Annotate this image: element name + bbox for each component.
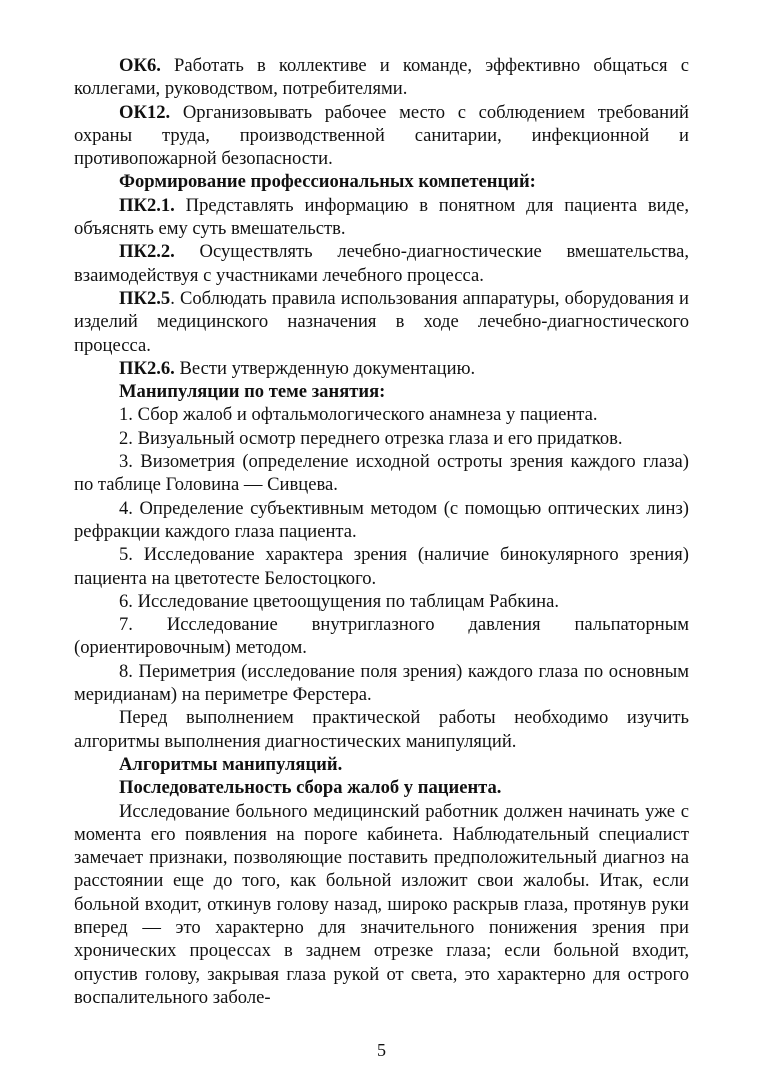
manipulation-item: 6. Исследование цветоощущения по таблицам Рабкина. — [119, 590, 560, 612]
competency-text: Работать в коллективе и команде, эффективно общаться с коллегами, руководством, потребителями. — [74, 55, 689, 100]
competency-ok12 — [74, 101, 689, 171]
competency-text: Вести утвержденную документацию. — [174, 357, 476, 379]
competency-code: ОК6. — [119, 55, 161, 76]
algorithms-heading: Алгоритмы манипуляций. — [119, 753, 343, 775]
manipulation-item: 1. Сбор жалоб и офтальмологического анамнеза у пациента. — [119, 404, 598, 426]
manipulation-item: 3. Визометрия (определение исходной остроты зрения каждого глаза) по таблице Головина — Сивцева. — [74, 451, 689, 496]
competency-ok6 — [74, 54, 689, 101]
manipulation-item: 7. Исследование внутриглазного давления пальпаторным (ориентировочным) методом. — [74, 614, 689, 659]
document-page — [74, 54, 689, 1009]
competency-pk25 — [74, 287, 689, 357]
manipulation-item: 2. Визуальный осмотр переднего отрезка глаза и его придатков. — [119, 427, 623, 449]
competency-text: Представлять информацию в понятном для пациента виде, объяснять ему суть вмешательств. — [74, 194, 689, 240]
competency-text: Осуществлять лечебно-диагностические вмешательства, взаимодействуя с участниками лечебного процесса. — [74, 241, 689, 286]
page-number: 5 — [377, 1040, 386, 1060]
professional-competencies-heading: Формирование профессиональных компетенций: — [119, 171, 536, 193]
competency-pk26 — [74, 357, 689, 380]
competency-pk22 — [74, 240, 689, 287]
competency-code: ПК2.6. — [119, 357, 175, 379]
competency-code: ПК2.1. — [119, 194, 175, 216]
sequence-heading: Последовательность сбора жалоб у пациента. — [119, 777, 502, 799]
competency-text: . Соблюдать правила использования аппаратуры, оборудования и изделий медицинского назначения в ходе лечебно-диагностического процесса. — [74, 287, 689, 356]
competency-text: Организовывать рабочее место с соблюдением требований охраны труда, производственной санитарии, инфекционной и противопожарной безопасности. — [74, 101, 689, 170]
competency-code: ПК2.2. — [119, 241, 175, 263]
manipulation-item: 4. Определение субъективным методом (с помощью оптических линз) рефракции каждого глаза пациента. — [74, 497, 689, 542]
manipulations-heading: Манипуляции по теме занятия: — [119, 381, 386, 403]
competency-pk21 — [74, 194, 689, 241]
intro-paragraph: Перед выполнением практической работы необходимо изучить алгоритмы выполнения диагностических манипуляций. — [74, 707, 689, 752]
competency-code: ОК12. — [119, 101, 171, 123]
manipulation-item: 5. Исследование характера зрения (наличие бинокулярного зрения) пациента на цветотесте Белостоцкого. — [74, 544, 689, 589]
body-paragraph: Исследование больного медицинский работник должен начинать уже с момента его появления на пороге кабинета. Наблюдательный специалист замечает признаки, позволяющие поставить предположительный диагноз на расстоянии еще до того, как больной изложит свои жалобы. Итак, если больной входит, откинув голову назад, широко раскрыв глаза, протянув руки вперед — это характерно для значительного понижения зрения при хронических процессах в заднем отрезке глаза; если больной входит, опустив голову, закрывая глаза рукой от света, это характерно для острого воспалительного заболе- — [74, 800, 689, 1008]
competency-code: ПК2.5 — [119, 287, 171, 309]
manipulation-item: 8. Периметрия (исследование поля зрения) каждого глаза по основным меридианам) на периметре Ферстера. — [74, 660, 689, 706]
